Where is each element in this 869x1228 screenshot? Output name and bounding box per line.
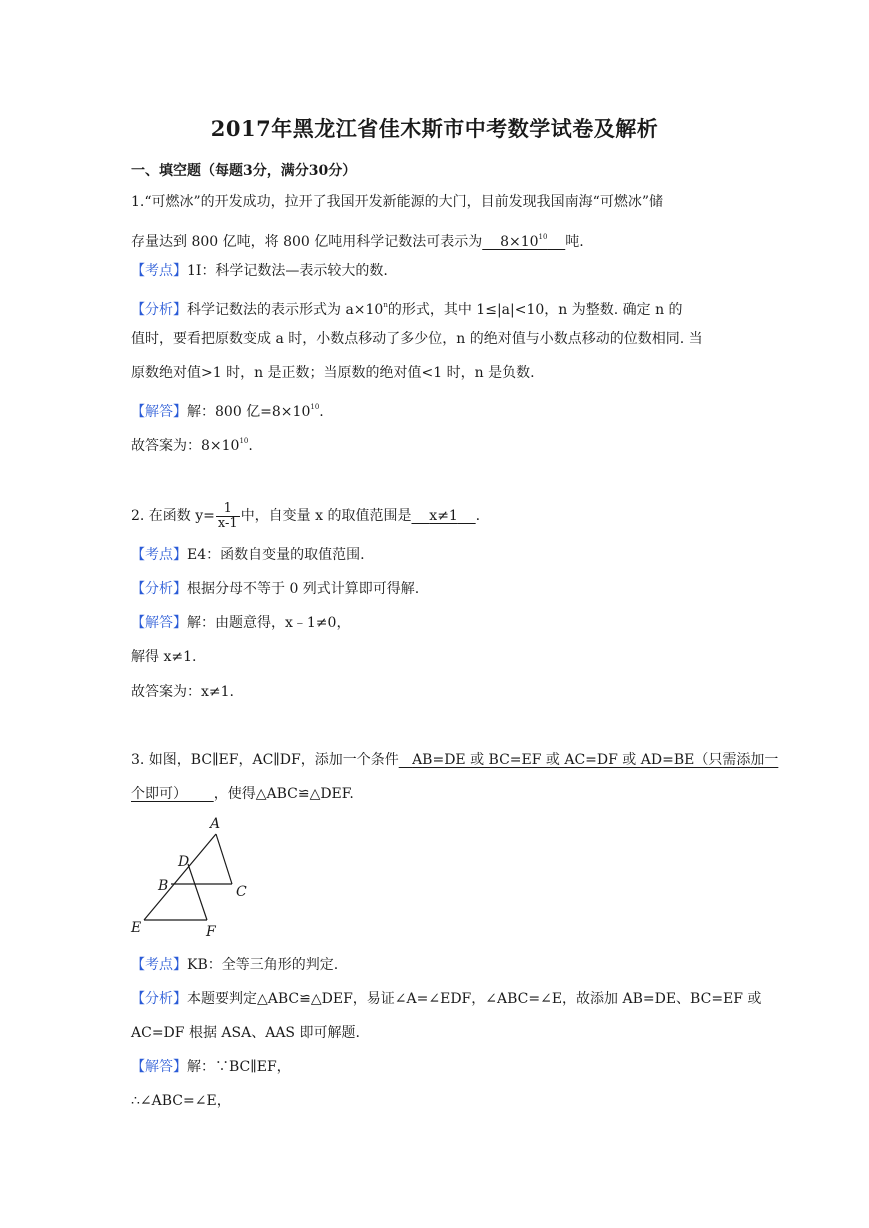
q3-jieda: 【解答】解：∵BC∥EF， [131, 1059, 291, 1075]
q1-kaodian: 【考点】1I：科学记数法—表示较大的数. [131, 263, 388, 279]
segment-ac [216, 834, 232, 884]
q2-question: 2. 在函数 y= $\frac{1}{x-1}$ 中，自变量 x 的取值范围是 x≠1 . [131, 500, 481, 531]
section-heading: 一、填空题（每题3分，满分30分） [131, 163, 357, 179]
q2-jieda: 【解答】解：由题意得，x﹣1≠0， [131, 615, 351, 631]
q1-final-answer: 故答案为：$8\times 10^{10}$. [131, 437, 253, 454]
q1-line1: 1.“可燃冰”的开发成功，拉开了我国开发新能源的大门，目前发现我国南海“可燃冰”储 [131, 194, 663, 210]
q3-question-line2: 个即可） ，使得△ABC≌△DEF. [131, 786, 354, 802]
label-d: D [178, 854, 190, 870]
q1-line2: 存量达到 800 亿吨，将 800 亿吨用科学记数法可表示为 $8\times 10^{10}$ 吨. [131, 233, 584, 250]
label-a: A [210, 816, 221, 832]
label-c: C [236, 884, 247, 900]
document-title: 2017年黑龙江省佳木斯市中考数学试卷及解析 [210, 116, 659, 141]
q3-triangle-figure [128, 812, 256, 942]
label-f: F [206, 924, 216, 940]
q1-jieda: 【解答】解：800 亿$=8\times 10^{10}$. [131, 403, 324, 420]
q1-answer-blank: $8\times 10^{10}$ [500, 233, 548, 250]
q3-answer-blank-1: AB=DE 或 BC=EF 或 AC=DF 或 AD=BE（只需添加一 [412, 752, 779, 768]
jieda-tag: 【解答】 [131, 404, 187, 420]
q3-step: ∴∠ABC=∠E， [131, 1093, 231, 1109]
q2-final-answer: 故答案为：x≠1. [131, 684, 234, 700]
q2-kaodian: 【考点】E4：函数自变量的取值范围. [131, 547, 365, 563]
q3-question-line1: 3. 如图，BC∥EF，AC∥DF，添加一个条件 AB=DE 或 BC=EF 或 AC=DF 或 AD=BE（只需添加一 [131, 752, 779, 768]
q2-answer-blank: x≠1 [429, 508, 458, 524]
kaodian-tag: 【考点】 [131, 263, 187, 279]
q1-fenxi-line3: 原数绝对值>1 时，n 是正数；当原数的绝对值<1 时，n 是负数. [131, 365, 535, 381]
q3-fenxi-line1: 【分析】本题要判定△ABC≌△DEF，易证∠A=∠EDF，∠ABC=∠E，故添加 AB=DE、BC=EF 或 [131, 991, 762, 1007]
q3-kaodian: 【考点】KB：全等三角形的判定. [131, 957, 339, 973]
q3-answer-blank-2: 个即可） [131, 786, 187, 802]
label-b: B [158, 878, 169, 894]
q1-fenxi-line1: 【分析】科学记数法的表示形式为 $a\times 10^n$的形式，其中 1≤|a|<10，n 为整数. 确定 n 的 [131, 301, 683, 318]
q2-step: 解得 x≠1. [131, 649, 197, 665]
segment-df [188, 864, 207, 920]
label-e: E [131, 920, 142, 936]
fenxi-tag: 【分析】 [131, 302, 187, 318]
segment-ae [144, 834, 216, 920]
q1-fenxi-line2: 值时，要看把原数变成 a 时，小数点移动了多少位，n 的绝对值与小数点移动的位数相同. 当 [131, 331, 703, 347]
q2-fraction: $\frac{1}{x-1}$ [217, 500, 238, 531]
q3-fenxi-line2: AC=DF 根据 ASA、AAS 即可解题. [131, 1025, 360, 1041]
q2-fenxi: 【分析】根据分母不等于 0 列式计算即可得解. [131, 581, 420, 597]
